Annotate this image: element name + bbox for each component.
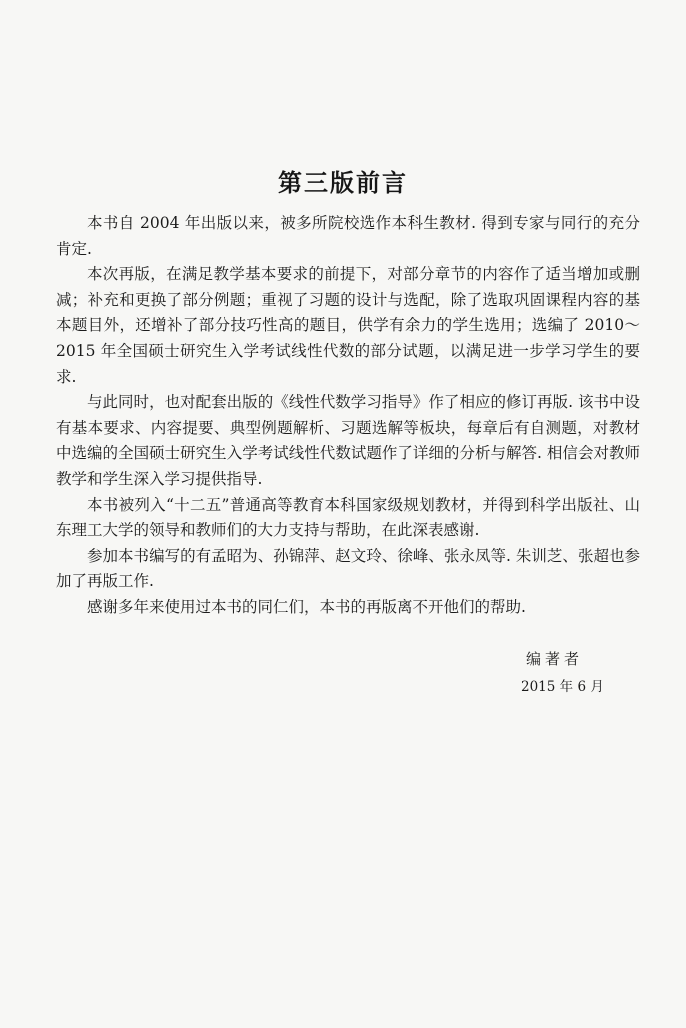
paragraph-4: 本书被列入“十二五”普通高等教育本科国家级规划教材，并得到科学出版社、山东理工大学的领导和教师们的大力支持与帮助，在此深表感谢. [56,495,640,540]
preface-body [56,211,640,621]
paragraph-1: 本书自 2004 年出版以来，被多所院校选作本科生教材. 得到专家与同行的充分肯定. [56,214,640,258]
preface-date: 2015 年 6 月 [521,679,604,695]
page-title: 第三版前言 [278,169,408,197]
author-signature: 编著者 [526,650,584,668]
paragraph-3: 与此同时，也对配套出版的《线性代数学习指导》作了相应的修订再版. 该书中设有基本要求、内容提要、典型例题解析、习题选解等板块，每章后有自测题，对教材中选编的全国硕士研究生入学考试线性代数试题作了详细的分析与解答. 相信会对教师教学和学生深入学习提供指导. [56,393,640,488]
paragraph-6: 感谢多年来使用过本书的同仁们，本书的再版离不开他们的帮助. [87,597,526,616]
paragraph-2: 本次再版，在满足教学基本要求的前提下，对部分章节的内容作了适当增加或删减；补充和更换了部分例题；重视了习题的设计与选配，除了选取巩固课程内容的基本题目外，还增补了部分技巧性高的题目，供学有余力的学生选用；选编了 2010～2015 年全国硕士研究生入学考试线性代数的部分试题，以满足进一步学习学生的要求. [56,265,640,386]
paragraph-5: 参加本书编写的有孟昭为、孙锦萍、赵文玲、徐峰、张永凤等. 朱训芝、张超也参加了再版工作. [56,546,640,591]
